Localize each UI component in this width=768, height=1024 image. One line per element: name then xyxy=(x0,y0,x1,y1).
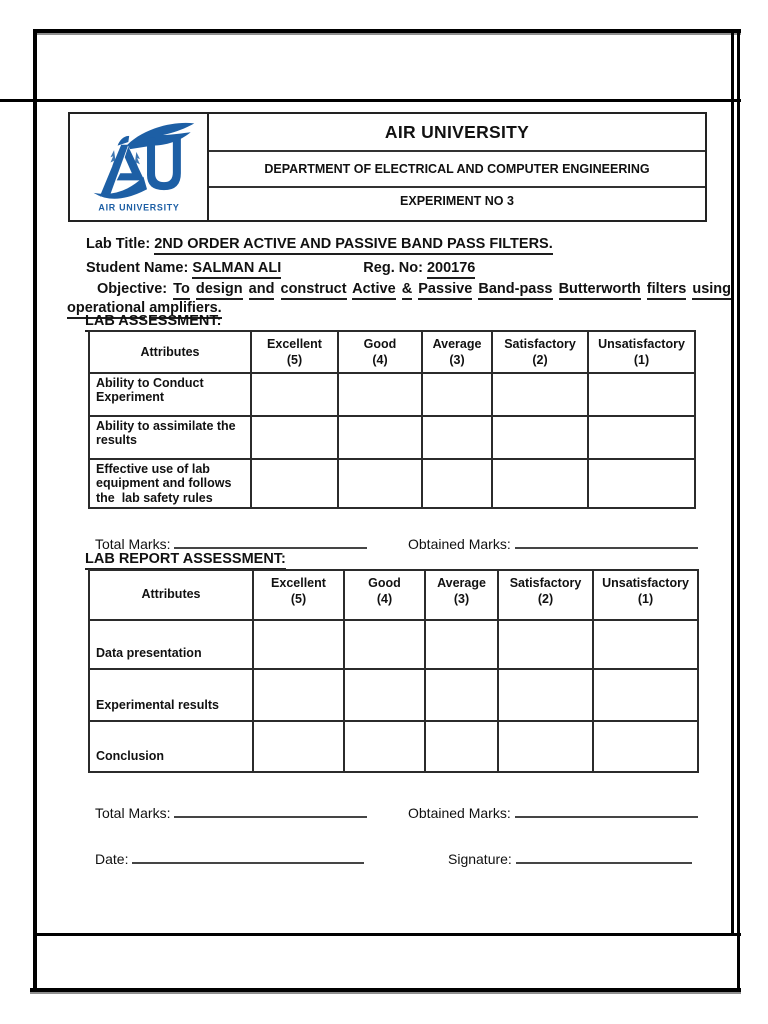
attribute-cell: Conclusion xyxy=(89,721,253,772)
objective-value-1: To design and construct Active & Passive Band-pass Butterworth filters using xyxy=(173,281,731,300)
table-header-row xyxy=(89,570,698,620)
score-cell xyxy=(251,459,338,508)
frame-top-line xyxy=(33,29,741,33)
air-university-logo-icon xyxy=(81,118,197,216)
table-row xyxy=(89,459,695,508)
frame-footer-divider xyxy=(34,933,741,936)
frame-bottom-line xyxy=(30,988,741,992)
score-cell xyxy=(338,459,422,508)
score-cell xyxy=(425,669,498,721)
score-cell xyxy=(593,620,698,669)
score-cell xyxy=(492,459,588,508)
lab-total-marks: Total Marks: xyxy=(95,534,367,552)
score-cell xyxy=(251,416,338,459)
objective-line-1 xyxy=(97,281,731,297)
score-cell xyxy=(588,416,695,459)
table-row xyxy=(89,620,698,669)
frame-header-divider xyxy=(0,99,741,102)
lab-title-line xyxy=(86,236,553,252)
lab-title-label: Lab Title: xyxy=(86,236,151,252)
score-cell xyxy=(425,721,498,772)
report-obtained-marks: Obtained Marks: xyxy=(408,803,698,821)
average-header-cell: Average (3) xyxy=(425,570,498,620)
score-cell xyxy=(498,669,593,721)
logo-caption: AIR UNIVERSITY xyxy=(97,202,180,213)
table-row xyxy=(89,373,695,416)
score-cell xyxy=(492,416,588,459)
score-cell xyxy=(253,669,344,721)
score-cell xyxy=(253,620,344,669)
total-marks-blank xyxy=(174,534,367,549)
attribute-cell: Data presentation xyxy=(89,620,253,669)
date-line: Date: xyxy=(95,849,364,867)
lab-assessment-table xyxy=(88,330,696,509)
lab-obtained-marks: Obtained Marks: xyxy=(408,534,698,552)
total-marks-blank xyxy=(174,803,367,818)
score-cell xyxy=(498,721,593,772)
score-cell xyxy=(593,721,698,772)
score-cell xyxy=(338,373,422,416)
lab-report-assessment-heading: LAB REPORT ASSESSMENT: xyxy=(85,551,286,567)
objective-value-2: operational amplifiers. xyxy=(67,300,222,319)
unsatisfactory-header-cell: Unsatisfactory (1) xyxy=(588,331,695,373)
signature-line: Signature: xyxy=(448,849,692,867)
score-cell xyxy=(422,416,492,459)
score-cell xyxy=(492,373,588,416)
attribute-cell: Ability to Conduct Experiment xyxy=(89,373,251,416)
header-title-block xyxy=(209,114,705,220)
attribute-cell: Ability to assimilate the results xyxy=(89,416,251,459)
excellent-header-cell: Excellent (5) xyxy=(251,331,338,373)
attributes-header-cell: Attributes xyxy=(89,331,251,373)
frame-right-inner-line xyxy=(731,29,734,934)
score-cell xyxy=(588,373,695,416)
attributes-header-cell: Attributes xyxy=(89,570,253,620)
average-header-cell: Average (3) xyxy=(422,331,492,373)
date-blank xyxy=(132,849,364,864)
table-row xyxy=(89,416,695,459)
score-cell xyxy=(422,459,492,508)
student-name-value: SALMAN ALI xyxy=(192,260,281,279)
obtained-marks-blank xyxy=(515,803,698,818)
score-cell xyxy=(498,620,593,669)
university-title: AIR UNIVERSITY xyxy=(209,114,705,152)
score-cell xyxy=(422,373,492,416)
score-cell xyxy=(425,620,498,669)
objective-label: Objective: xyxy=(97,281,168,297)
excellent-header-cell: Excellent (5) xyxy=(253,570,344,620)
obtained-marks-blank xyxy=(515,534,698,549)
experiment-title: EXPERIMENT NO 3 xyxy=(400,194,514,208)
header-table xyxy=(68,112,707,222)
score-cell xyxy=(344,669,425,721)
score-cell xyxy=(338,416,422,459)
reg-no-label: Reg. No: xyxy=(363,260,423,276)
score-cell xyxy=(593,669,698,721)
satisfactory-header-cell: Satisfactory (2) xyxy=(498,570,593,620)
frame-right-outer-line xyxy=(737,29,740,992)
score-cell xyxy=(253,721,344,772)
good-header-cell: Good (4) xyxy=(344,570,425,620)
unsatisfactory-header-cell: Unsatisfactory (1) xyxy=(593,570,698,620)
table-row xyxy=(89,721,698,772)
logo-cell xyxy=(70,114,209,220)
table-row xyxy=(89,669,698,721)
department-title: DEPARTMENT OF ELECTRICAL AND COMPUTER ENGINEERING xyxy=(209,152,705,188)
frame-left-line xyxy=(33,29,37,992)
reg-no-value: 200176 xyxy=(427,260,475,279)
score-cell xyxy=(344,721,425,772)
attribute-cell: Effective use of lab equipment and follows the lab safety rules xyxy=(89,459,251,508)
satisfactory-header-cell: Satisfactory (2) xyxy=(492,331,588,373)
good-header-cell: Good (4) xyxy=(338,331,422,373)
student-name-label: Student Name: xyxy=(86,260,189,276)
student-line xyxy=(86,260,475,276)
report-total-marks: Total Marks: xyxy=(95,803,367,821)
lab-title-value: 2ND ORDER ACTIVE AND PASSIVE BAND PASS FILTERS. xyxy=(154,236,553,255)
lab-report-assessment-table xyxy=(88,569,699,773)
score-cell xyxy=(344,620,425,669)
score-cell xyxy=(251,373,338,416)
table-header-row xyxy=(89,331,695,373)
lab-assessment-heading: LAB ASSESSMENT: xyxy=(85,313,221,329)
attribute-cell: Experimental results xyxy=(89,669,253,721)
score-cell xyxy=(588,459,695,508)
signature-blank xyxy=(516,849,692,864)
